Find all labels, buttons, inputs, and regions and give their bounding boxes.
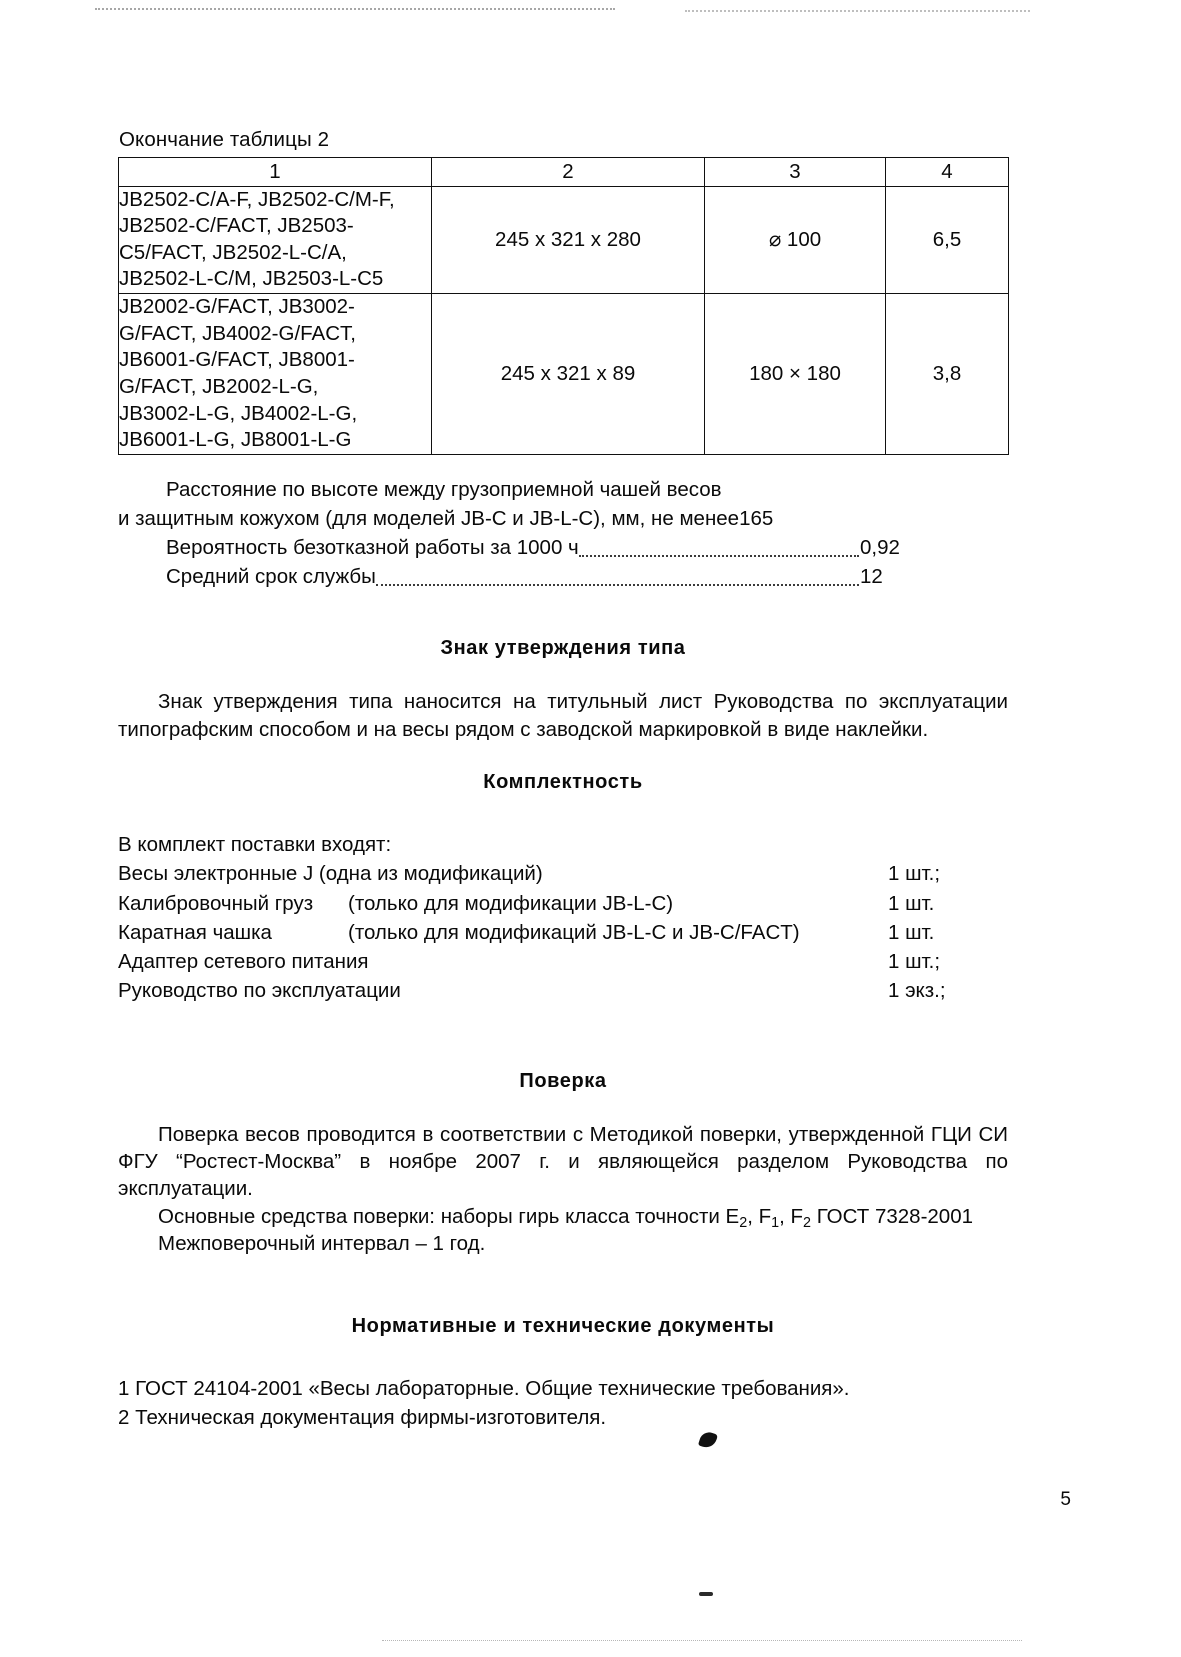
list-item — [118, 859, 1008, 888]
kit-item-name: Адаптер сетевого питания — [118, 950, 369, 974]
parameter-label: Расстояние по высоте между грузоприемной чашей весов — [166, 477, 722, 501]
cell-pan-size: 180 × 180 — [705, 294, 886, 455]
verification-equipment-mid2: , F — [779, 1204, 804, 1228]
parameter-label: Средний срок службы — [166, 565, 376, 589]
completeness-list — [118, 830, 1008, 1006]
model-line: JB6001-L-G, JB8001-L-G — [119, 428, 352, 452]
kit-item-qty: 1 экз.; — [888, 979, 946, 1003]
page-number: 5 — [1060, 1489, 1071, 1510]
verification-equipment-post: ГОСТ 7328-2001 — [811, 1204, 973, 1228]
list-item: 2 Техническая документация фирмы-изготовителя. — [118, 1406, 607, 1430]
cell-mass: 3,8 — [886, 294, 1009, 455]
parameter-value: 12 — [860, 565, 883, 589]
column-header-1: 1 — [119, 157, 432, 186]
dot-leader — [376, 583, 859, 586]
table-row — [119, 294, 1009, 455]
dot-leader — [579, 554, 859, 557]
section-heading-type-approval-mark: Знак утверждения типа — [440, 637, 686, 660]
kit-item-name: Весы электронные J (одна из модификаций) — [118, 862, 543, 886]
subscript-e2: 2 — [739, 1214, 748, 1231]
cell-dimensions: 245 x 321 x 280 — [432, 186, 705, 294]
paragraph-verification-method: Поверка весов проводится в соответствии с Методикой поверки, утвержденной ГЦИ СИ ФГУ “Ростест-Москва” в ноябре 2007 г. и являющейся разделом Руководства по эксплуатации. — [118, 1122, 1008, 1201]
cell-mass: 6,5 — [886, 186, 1009, 294]
table-row — [119, 186, 1009, 294]
model-line: G/FACT, JB2002-L-G, — [119, 375, 319, 399]
kit-item-qty: 1 шт. — [888, 920, 935, 944]
model-line: JB2502-L-C/M, JB2503-L-C5 — [119, 267, 384, 291]
normative-documents-list — [118, 1374, 1008, 1433]
kit-item-qty: 1 шт.; — [888, 862, 941, 886]
verification-equipment-pre: Основные средства поверки: наборы гирь класса точности E — [158, 1204, 740, 1228]
cell-models — [119, 186, 432, 294]
verification-equipment-mid1: , F — [747, 1204, 772, 1228]
parameters-list — [118, 475, 1008, 591]
scan-artifact-bottom-edge — [382, 1640, 1022, 1641]
kit-item-name: Руководство по эксплуатации — [118, 979, 401, 1003]
section-heading-verification: Поверка — [519, 1069, 607, 1092]
completeness-intro: В комплект поставки входят: — [118, 832, 392, 856]
kit-item-note: (только для модификации JB-L-C) — [348, 891, 674, 915]
parameter-value: 165 — [739, 507, 774, 531]
cell-dimensions: 245 x 321 x 89 — [432, 294, 705, 455]
model-line: JB2502-C/A-F, JB2502-C/M-F, — [119, 187, 395, 211]
kit-item-note: (только для модификаций JB-L-C и JB-C/FACT) — [348, 920, 800, 944]
column-header-4: 4 — [886, 157, 1009, 186]
section-heading-completeness: Комплектность — [483, 770, 643, 793]
list-item — [118, 947, 1008, 976]
kit-item-qty: 1 шт.; — [888, 950, 941, 974]
document-content — [118, 128, 1008, 1433]
subscript-f2: 2 — [803, 1214, 812, 1231]
specifications-table — [118, 157, 1009, 455]
scan-artifact-ink-blob — [698, 1430, 718, 1450]
scan-artifact-ink-dash — [699, 1592, 713, 1596]
parameter-row — [118, 504, 1008, 533]
model-line: G/FACT, JB4002-G/FACT, — [119, 321, 356, 345]
parameter-row — [118, 475, 1008, 504]
parameter-row — [118, 562, 1008, 591]
model-line: JB3002-L-G, JB4002-L-G, — [119, 401, 358, 425]
table-header-row — [119, 157, 1009, 186]
column-header-3: 3 — [705, 157, 886, 186]
cell-pan-size: ⌀ 100 — [705, 186, 886, 294]
paragraph-type-approval-mark: Знак утверждения типа наносится на титульный лист Руководства по эксплуатации типографским способом и на весы рядом с заводской маркировкой в виде наклейки. — [118, 690, 1008, 741]
kit-item-name: Каратная чашка — [118, 920, 272, 944]
model-line: C5/FACT, JB2502-L-C/A, — [119, 240, 347, 264]
model-line: JB6001-G/FACT, JB8001- — [119, 348, 355, 372]
kit-item-qty: 1 шт. — [888, 891, 935, 915]
parameter-label: и защитным кожухом (для моделей JB-C и JB-L-C), мм, не менее — [118, 507, 740, 531]
list-item — [118, 976, 1008, 1005]
list-item — [118, 889, 1008, 918]
kit-item-name: Калибровочный груз — [118, 891, 314, 915]
model-line: JB2502-C/FACT, JB2503- — [119, 214, 354, 238]
list-item — [118, 918, 1008, 947]
parameter-label: Вероятность безотказной работы за 1000 ч — [166, 536, 579, 560]
subscript-f1: 1 — [771, 1214, 780, 1231]
list-item: 1 ГОСТ 24104-2001 «Весы лабораторные. Общие технические требования». — [118, 1377, 850, 1401]
paragraph-verification-interval: Межповерочный интервал – 1 год. — [158, 1231, 486, 1255]
cell-models — [119, 294, 432, 455]
parameter-row — [118, 533, 1008, 562]
parameter-value: 0,92 — [860, 536, 900, 560]
paragraph-verification-equipment — [118, 1203, 1008, 1230]
table-caption: Окончание таблицы 2 — [119, 128, 330, 151]
model-line: JB2002-G/FACT, JB3002- — [119, 295, 355, 319]
section-heading-normative-documents: Нормативные и технические документы — [351, 1315, 775, 1338]
column-header-2: 2 — [432, 157, 705, 186]
scan-artifact-top-left — [95, 8, 615, 10]
scan-artifact-top-right — [685, 10, 1030, 12]
